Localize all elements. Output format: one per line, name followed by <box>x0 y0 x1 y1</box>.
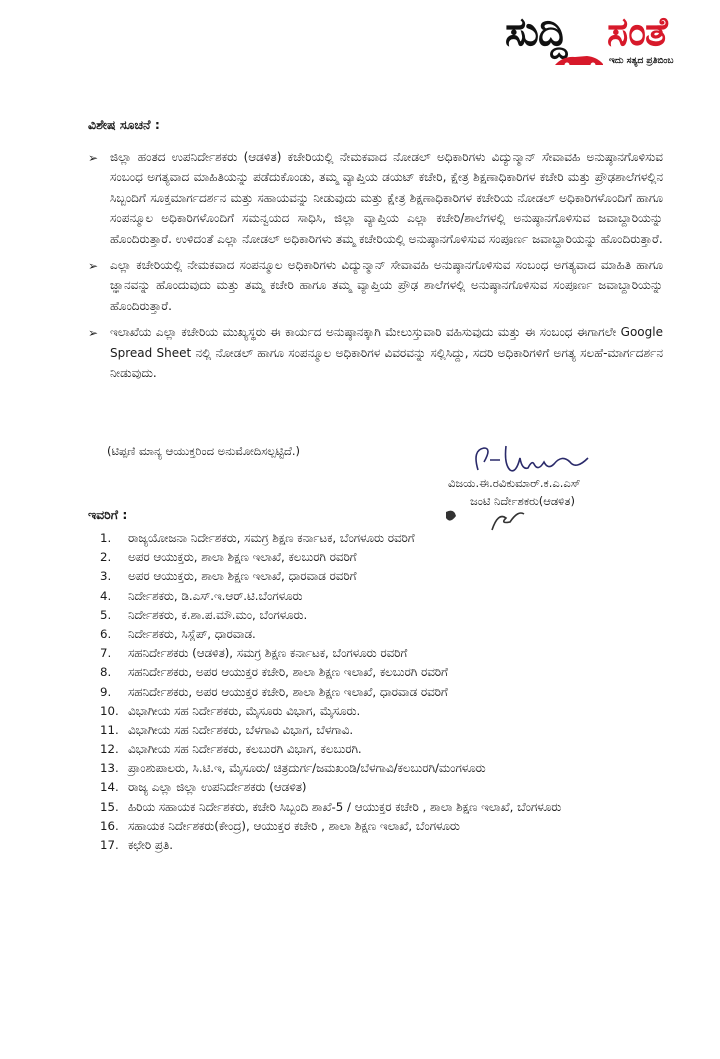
list-item: 15. ಹಿರಿಯ ಸಹಾಯಕ ನಿರ್ದೇಶಕರು, ಕಚೇರಿ ಸಿಬ್ಬಂದಿ ಶಾಖೆ-5 / ಆಯುಕ್ತರ ಕಚೇರಿ , ಶಾಲಾ ಶಿಕ್ಷಣ ಇಲಾಖೆ, ಬೆಂಗಳೂರು <box>100 799 562 814</box>
list-item: 10. ವಿಭಾಗೀಯ ಸಹ ನಿರ್ದೇಶಕರು, ಮೈಸೂರು ವಿಭಾಗ, ಮೈಸೂರು. <box>100 703 361 718</box>
list-item: 4. ನಿರ್ದೇಶಕರು, ಡಿ.ಎಸ್.ಇ.ಆರ್.ಟಿ.ಬೆಂಗಳೂರು <box>100 588 303 603</box>
list-item: 13. ಪ್ರಾಂಶುಪಾಲರು, ಸಿ.ಟಿ.ಇ, ಮೈಸೂರು/ ಚಿತ್ರದುರ್ಗ/ಜಮಖಂಡಿ/ಬೆಳಗಾವಿ/ಕಲಬುರಗಿ/ಮಂಗಳೂರು <box>100 761 486 776</box>
notice-text: ಎಲ್ಲಾ ಕಚೇರಿಯಲ್ಲಿ ನೇಮಕವಾದ ಸಂಪನ್ಮೂಲ ಅಧಿಕಾರಿಗಳು ವಿದ್ಯುನ್ಮಾನ್ ಸೇವಾವಹಿ ಅನುಷ್ಠಾನಗೊಳಿಸುವ ಸಂಬಂಧ ಅಗತ್ಯವಾದ ಮಾಹಿತಿ ಹಾಗೂ ಜ್ಞಾನವನ್ನು ಹೊಂದುವುದು ಮತ್ತು ತಮ್ಮ ಕಚೇರಿ ಹಾಗೂ ತಮ್ಮ ವ್ಯಾಪ್ತಿಯ ಪ್ರೌಢ ಶಾಲೆಗಳಲ್ಲಿ ಅನುಷ್ಠಾನಗೊಳಿಸುವ ಸಂಪೂರ್ಣ ಜವಾಬ್ದಾರಿಯನ್ನು ಹೊಂದಿರುತ್ತಾರೆ. <box>110 258 663 313</box>
list-item: 6. ನಿರ್ದೇಶಕರು, ಸಿಸ್ಲೆಪ್, ಧಾರವಾಡ. <box>100 626 256 641</box>
list-item: 14. ರಾಜ್ಯ ಎಲ್ಲಾ ಜಿಲ್ಲಾ ಉಪನಿರ್ದೇಶಕರು (ಆಡಳಿತ) <box>100 780 307 795</box>
list-item: 1. ರಾಜ್ಯಯೋಜನಾ ನಿರ್ದೇಶಕರು, ಸಮಗ್ರ ಶಿಕ್ಷಣ ಕರ್ನಾಟಕ, ಬೆಂಗಳೂರು ರವರಿಗೆ <box>100 531 415 545</box>
notice-list <box>88 147 663 389</box>
list-item: 16. ಸಹಾಯಕ ನಿರ್ದೇಶಕರು(ಕೇಂದ್ರ), ಆಯುಕ್ತರ ಕಚೇರಿ , ಶಾಲಾ ಶಿಕ್ಷಣ ಇಲಾಖೆ, ಬೆಂಗಳೂರು <box>100 818 460 833</box>
logo-word-suddi: ಸುದ್ದಿ <box>505 9 567 55</box>
arrow-bullet-icon: ➢ <box>88 151 99 165</box>
approval-note: (ಟಿಪ್ಪಣಿ ಮಾನ್ಯ ಆಯುಕ್ತರಿಂದ ಅನುಮೋದಿಸಲ್ಪಟ್ಟಿದೆ.) <box>107 444 301 458</box>
signatory-name: ವಿಜಯ.ಈ.ರವಿಕುಮಾರ್.ಕ.ಎ.ಎಸ್ <box>448 476 581 490</box>
arrow-bullet-icon: ➢ <box>88 326 99 341</box>
logo-tagline: ಇದು ಸತ್ಯದ ಪ್ರತಿಬಿಂಬ <box>609 56 674 66</box>
list-item: 3. ಅಪರ ಆಯುಕ್ತರು, ಶಾಲಾ ಶಿಕ್ಷಣ ಇಲಾಖೆ, ಧಾರವಾಡ ರವರಿಗೆ <box>100 569 357 584</box>
list-item: 17. ಕಛೇರಿ ಪ್ರತಿ. <box>100 838 173 852</box>
list-item: 8. ಸಹನಿರ್ದೇಶಕರು, ಅಪರ ಆಯುಕ್ತರ ಕಚೇರಿ, ಶಾಲಾ ಶಿಕ್ಷಣ ಇಲಾಖೆ, ಕಲಬುರಗಿ ರವರಿಗೆ <box>100 665 448 680</box>
list-item: 5. ನಿರ್ದೇಶಕರು, ಕ.ಶಾ.ಪ.ಮೌ.ಮಂ, ಬೆಂಗಳೂರು. <box>100 607 308 622</box>
list-item: 11. ವಿಭಾಗೀಯ ಸಹ ನಿರ್ದೇಶಕರು, ಬೆಳಗಾವಿ ವಿಭಾಗ, ಬೆಳಗಾವಿ. <box>100 722 354 737</box>
notice-text: ಇಲಾಖೆಯ ಎಲ್ಲಾ ಕಚೇರಿಯ ಮುಖ್ಯಸ್ಥರು ಈ ಕಾರ್ಯದ ಅನುಷ್ಠಾನಕ್ಕಾಗಿ ಮೇಲುಸ್ತುವಾರಿ ವಹಿಸುವುದು ಮತ್ತು ಈ ಸಂಬಂಧ ಈಗಾಗಲೇ Google Spread Sheet ನಲ್ಲಿ ನೋಡಲ್ ಹಾಗೂ ಸಂಪನ್ಮೂಲ ಅಧಿಕಾರಿಗಳ ವಿವರವನ್ನು ಸಲ್ಲಿಸಿದ್ದು, ಸದರಿ ಅಧಿಕಾರಿಗಳಿಗೆ ಅಗತ್ಯ ಸಲಹೆ-ಮಾರ್ಗದರ್ಶನ ನೀಡುವುದು. <box>110 325 663 381</box>
recipients-heading: ಇವರಿಗೆ : <box>88 507 128 522</box>
list-item: 9. ಸಹನಿರ್ದೇಶಕರು, ಅಪರ ಆಯುಕ್ತರ ಕಚೇರಿ, ಶಾಲಾ ಶಿಕ್ಷಣ ಇಲಾಖೆ, ಧಾರವಾಡ ರವರಿಗೆ <box>100 684 448 699</box>
recipient-list <box>100 530 660 856</box>
list-item: 2. ಅಪರ ಆಯುಕ್ತರು, ಶಾಲಾ ಶಿಕ್ಷಣ ಇಲಾಖೆ, ಕಲಬುರಗಿ ರವರಿಗೆ <box>100 550 357 565</box>
notice-item <box>88 147 663 249</box>
special-notice-heading: ವಿಶೇಷ ಸೂಚನೆ : <box>88 117 160 132</box>
notice-item <box>88 322 663 383</box>
car-icon <box>553 52 605 68</box>
signatory-block <box>448 474 581 510</box>
signatory-title: ಜಂಟಿ ನಿರ್ದೇಶಕರು(ಆಡಳಿತ) <box>470 494 576 508</box>
list-item: 7. ಸಹನಿರ್ದೇಶಕರು (ಆಡಳಿತ), ಸಮಗ್ರ ಶಿಕ್ಷಣ ಕರ್ನಾಟಕ, ಬೆಂಗಳೂರು ರವರಿಗೆ <box>100 646 408 661</box>
notice-text: ಜಿಲ್ಲಾ ಹಂತದ ಉಪನಿರ್ದೇಶಕರು (ಆಡಳಿತ) ಕಚೇರಿಯಲ್ಲಿ ನೇಮಕವಾದ ನೋಡಲ್ ಅಧಿಕಾರಿಗಳು ವಿದ್ಯುನ್ಮಾನ್ ಸೇವಾವಹಿ ಅನುಷ್ಠಾನಗೊಳಿಸುವ ಸಂಬಂಧ ಅಗತ್ಯವಾದ ಮಾಹಿತಿಯನ್ನು ಪಡೆದುಕೊಂಡು, ತಮ್ಮ ವ್ಯಾಪ್ತಿಯ ಡಯಟ್ ಕಚೇರಿ, ಕ್ಷೇತ್ರ ಶಿಕ್ಷಣಾಧಿಕಾರಿಗಳ ಕಚೇರಿ ಮತ್ತು ಪ್ರೌಢಶಾಲೆಗಳಲ್ಲಿನ ಸಿಬ್ಬಂದಿಗೆ ಸೂಕ್ತಮಾರ್ಗದರ್ಶನ ಮತ್ತು ಸಹಾಯವನ್ನು ನೀಡುವುದು ಮತ್ತು ಕ್ಷೇತ್ರ ಶಿಕ್ಷಣಾಧಿಕಾರಿಗಳ ಕಚೇರಿಯ ನೋಡಲ್ ಅಧಿಕಾರಿಗಳೊಂದಿಗೆ ಹಾಗೂ ಸಂಪನ್ಮೂಲ ಅಧಿಕಾರಿಗಳೊಂದಿಗೆ ಸಮನ್ವಯದ ಸಾಧಿಸಿ, ಜಿಲ್ಲಾ ವ್ಯಾಪ್ತಿಯ ಎಲ್ಲಾ ಕಚೇರಿ/ಶಾಲೆಗಳಲ್ಲಿ ಅನುಷ್ಠಾನಗೊಳಿಸುವ ಜವಾಬ್ದಾರಿಯನ್ನು ಹೊಂದಿರುತ್ತಾರೆ. ಉಳಿದಂತೆ ಎಲ್ಲಾ ನೋಡಲ್ ಅಧಿಕಾರಿಗಳು ತಮ್ಮ ಕಚೇರಿಯಲ್ಲಿ ಅನುಷ್ಠಾನಗೊಳಿಸುವ ಸಂಪೂರ್ಣ ಜವಾಬ್ದಾರಿಯನ್ನು ಹೊಂದಿರುತ್ತಾರೆ. <box>110 150 663 246</box>
list-item: 12. ವಿಭಾಗೀಯ ಸಹ ನಿರ್ದೇಶಕರು, ಕಲಬುರಗಿ ವಿಭಾಗ, ಕಲಬುರಗಿ. <box>100 742 362 757</box>
logo-word-sante: ಸಂತೆ <box>607 9 667 55</box>
site-logo <box>505 8 710 70</box>
notice-item <box>88 255 663 316</box>
arrow-bullet-icon: ➢ <box>88 259 99 274</box>
